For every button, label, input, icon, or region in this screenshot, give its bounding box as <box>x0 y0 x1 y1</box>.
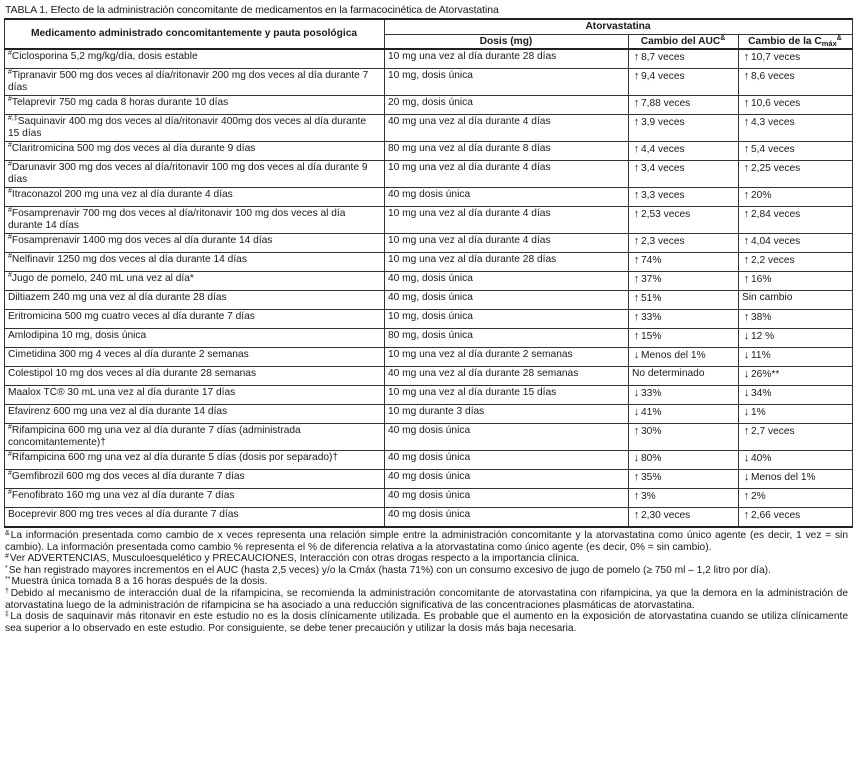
drug-regimen: Nelfinavir 1250 mg dos veces al día durante 14 días <box>11 254 247 265</box>
cmax-value: 4,04 veces <box>751 236 801 247</box>
dose-cell: 40 mg dosis única <box>385 188 629 207</box>
arrow-up-icon: ↑ <box>743 273 750 285</box>
dose-cell: 20 mg, dosis única <box>385 96 629 115</box>
reference-mark: # <box>8 234 12 241</box>
drug-cell <box>5 291 385 310</box>
drug-regimen: Gemfibrozil 600 mg dos veces al día durante 7 días <box>11 471 245 482</box>
drug-cell <box>5 188 385 207</box>
table-row <box>5 291 853 310</box>
table-title: TABLA 1. Efecto de la administración concomitante de medicamentos en la farmacocinética de Atorvastatina <box>5 4 499 16</box>
dose-cell: 40 mg dosis única <box>385 451 629 470</box>
drug-regimen: Ciclosporina 5,2 mg/kg/día, dosis estable <box>11 51 198 62</box>
dose-cell: 10 mg una vez al día durante 2 semanas <box>385 348 629 367</box>
table-row <box>5 207 853 234</box>
drug-cell <box>5 253 385 272</box>
dose-cell: 10 mg una vez al día durante 4 días <box>385 161 629 188</box>
header-atorvastatin-group: Atorvastatina <box>385 19 853 34</box>
arrow-up-icon: ↑ <box>633 70 640 82</box>
header-medication: Medicamento administrado concomitantemente y pauta posológica <box>5 19 385 49</box>
arrow-up-icon: ↑ <box>633 116 640 128</box>
auc-value: 2,3 veces <box>641 236 685 247</box>
footnote-mark: † <box>5 587 10 595</box>
arrow-up-icon: ↑ <box>633 509 640 521</box>
drug-regimen: Amlodipina 10 mg, dosis única <box>8 330 147 341</box>
drug-cell <box>5 69 385 96</box>
drug-cell <box>5 272 385 291</box>
auc-value: 3,9 veces <box>641 117 685 128</box>
cmax-value: 10,7 veces <box>751 52 801 63</box>
arrow-down-icon: ↓ <box>743 471 750 483</box>
dose-cell: 40 mg, dosis única <box>385 291 629 310</box>
auc-cell <box>629 142 739 161</box>
auc-cell <box>629 508 739 528</box>
auc-cell <box>629 253 739 272</box>
arrow-down-icon: ↓ <box>743 406 750 418</box>
table-row <box>5 69 853 96</box>
arrow-down-icon: ↓ <box>743 349 750 361</box>
arrow-up-icon: ↑ <box>743 143 750 155</box>
footnote-mark: ** <box>5 576 11 584</box>
drug-cell <box>5 424 385 451</box>
arrow-down-icon: ↓ <box>633 349 640 361</box>
cmax-cell <box>739 386 853 405</box>
dose-cell: 10 mg una vez al día durante 28 días <box>385 253 629 272</box>
arrow-up-icon: ↑ <box>743 208 750 220</box>
table-row <box>5 188 853 207</box>
drug-cell <box>5 234 385 253</box>
drug-cell <box>5 451 385 470</box>
footnote-text: La dosis de saquinavir más ritonavir en este estudio no es la dosis clínicamente utilizada. Es probable que el aumento en la exposición de atorvastatina cuando se utiliza clínicamente sea superior a lo observado en este estudio. Por consiguiente, se debe tener precaución y utilizar la dosis más baja necesaria. <box>5 611 848 634</box>
cmax-cell <box>739 291 853 310</box>
drug-regimen: Eritromicina 500 mg cuatro veces al día durante 7 días <box>8 311 255 322</box>
table-row <box>5 161 853 188</box>
arrow-up-icon: ↑ <box>743 51 750 63</box>
drug-cell <box>5 329 385 348</box>
arrow-up-icon: ↑ <box>743 509 750 521</box>
arrow-down-icon: ↓ <box>743 452 750 464</box>
cmax-value: 12 % <box>751 331 775 342</box>
arrow-down-icon: ↓ <box>633 387 640 399</box>
arrow-up-icon: ↑ <box>633 208 640 220</box>
arrow-up-icon: ↑ <box>633 254 640 266</box>
header-dose: Dosis (mg) <box>385 34 629 49</box>
auc-value: 15% <box>641 331 662 342</box>
arrow-up-icon: ↑ <box>743 311 750 323</box>
cmax-value: 10,6 veces <box>751 98 801 109</box>
table-row <box>5 424 853 451</box>
table-row <box>5 451 853 470</box>
reference-mark: # <box>8 142 12 149</box>
reference-mark: # <box>8 161 12 168</box>
auc-value: 3% <box>641 491 656 502</box>
footnote-text: Debido al mecanismo de interacción dual de la rifampicina, se recomienda la administración concomitante de atorvastatina con rifampicina, ya que la demora en la administración de atorvastatina luego de la administración de rifampicina se ha asociado a una reducción significativa de las concentraciones plasmáticas de atorvastatina. <box>5 587 848 611</box>
header-auc-mark: & <box>720 34 726 42</box>
drug-regimen: Jugo de pomelo, 240 mL una vez al día* <box>11 273 194 284</box>
cmax-value: 16% <box>751 274 772 285</box>
auc-value: 8,7 veces <box>641 52 685 63</box>
cmax-cell <box>739 161 853 188</box>
auc-cell <box>629 96 739 115</box>
cmax-value: 8,6 veces <box>751 71 795 82</box>
auc-value: 33% <box>641 388 662 399</box>
dose-cell: 40 mg dosis única <box>385 470 629 489</box>
table-row <box>5 386 853 405</box>
auc-cell <box>629 310 739 329</box>
arrow-up-icon: ↑ <box>633 273 640 285</box>
reference-mark: # <box>8 253 12 260</box>
reference-mark: # <box>8 424 12 431</box>
arrow-up-icon: ↑ <box>743 254 750 266</box>
auc-cell <box>629 272 739 291</box>
drug-cell <box>5 489 385 508</box>
cmax-cell <box>739 470 853 489</box>
arrow-up-icon: ↑ <box>633 311 640 323</box>
cmax-value: 34% <box>751 388 772 399</box>
drug-regimen: Fenofibrato 160 mg una vez al día durante 7 días <box>11 490 235 501</box>
arrow-up-icon: ↑ <box>743 97 750 109</box>
cmax-value: 38% <box>751 312 772 323</box>
auc-value: 41% <box>641 407 662 418</box>
cmax-value: 2,84 veces <box>751 209 801 220</box>
drug-regimen: Telaprevir 750 mg cada 8 horas durante 10 días <box>11 97 229 108</box>
drug-regimen: Maalox TC® 30 mL una vez al día durante 17 días <box>8 387 236 398</box>
auc-value: 37% <box>641 274 662 285</box>
drug-regimen: Darunavir 300 mg dos veces al día/ritonavir 100 mg dos veces al día durante 9 días <box>8 162 368 185</box>
reference-mark: # <box>8 69 12 76</box>
reference-mark: # <box>8 96 12 103</box>
cmax-cell <box>739 329 853 348</box>
auc-cell <box>629 451 739 470</box>
cmax-value: 4,3 veces <box>751 117 795 128</box>
drug-cell <box>5 207 385 234</box>
cmax-cell <box>739 367 853 386</box>
header-auc <box>629 34 739 49</box>
arrow-up-icon: ↑ <box>743 425 750 437</box>
footnote-mark: * <box>5 564 8 572</box>
auc-value: Menos del 1% <box>641 350 706 361</box>
cmax-cell <box>739 234 853 253</box>
auc-value: 74% <box>641 255 662 266</box>
arrow-down-icon: ↓ <box>743 330 750 342</box>
cmax-value: 2,2 veces <box>751 255 795 266</box>
arrow-up-icon: ↑ <box>633 330 640 342</box>
arrow-up-icon: ↑ <box>633 97 640 109</box>
table-row <box>5 470 853 489</box>
cmax-value: 40% <box>751 453 772 464</box>
cmax-cell <box>739 49 853 69</box>
dose-cell: 10 mg durante 3 días <box>385 405 629 424</box>
arrow-up-icon: ↑ <box>743 235 750 247</box>
table-row <box>5 115 853 142</box>
arrow-down-icon: ↓ <box>633 406 640 418</box>
footnote-text: Muestra única tomada 8 a 16 horas después de la dosis. <box>11 576 268 588</box>
dose-cell: 40 mg dosis única <box>385 508 629 528</box>
table-row <box>5 508 853 528</box>
arrow-up-icon: ↑ <box>743 70 750 82</box>
drug-regimen: Rifampicina 600 mg una vez al día durante 7 días (administrada concomitantemente)† <box>8 425 301 448</box>
cmax-value: 2,7 veces <box>751 426 795 437</box>
footnote-mark: ‡ <box>5 611 10 619</box>
auc-value: 80% <box>641 453 662 464</box>
cmax-value: Menos del 1% <box>751 472 816 483</box>
drug-regimen: Itraconazol 200 mg una vez al día durante 4 días <box>11 189 233 200</box>
auc-value: 30% <box>641 426 662 437</box>
dose-cell: 80 mg una vez al día durante 8 días <box>385 142 629 161</box>
table-row <box>5 253 853 272</box>
auc-value: 2,53 veces <box>641 209 691 220</box>
dose-cell: 10 mg una vez al día durante 28 días <box>385 49 629 69</box>
drug-regimen: Saquinavir 400 mg dos veces al día/ritonavir 400mg dos veces al día durante 15 días <box>8 116 367 139</box>
interaction-table <box>4 18 853 528</box>
arrow-up-icon: ↑ <box>633 189 640 201</box>
drug-cell <box>5 161 385 188</box>
table-body <box>5 49 853 527</box>
arrow-up-icon: ↑ <box>743 490 750 502</box>
arrow-up-icon: ↑ <box>633 51 640 63</box>
cmax-value: 26%** <box>751 369 780 380</box>
drug-cell <box>5 405 385 424</box>
arrow-down-icon: ↓ <box>743 387 750 399</box>
reference-mark: # <box>8 470 12 477</box>
reference-mark: # <box>8 272 12 279</box>
auc-cell <box>629 291 739 310</box>
auc-cell <box>629 161 739 188</box>
dose-cell: 40 mg dosis única <box>385 424 629 451</box>
cmax-cell <box>739 96 853 115</box>
reference-mark: # <box>8 451 12 458</box>
auc-value: 51% <box>641 293 662 304</box>
auc-cell <box>629 348 739 367</box>
arrow-up-icon: ↑ <box>633 235 640 247</box>
footnote <box>5 576 848 588</box>
arrow-down-icon: ↓ <box>633 452 640 464</box>
dose-cell: 80 mg, dosis única <box>385 329 629 348</box>
drug-cell <box>5 386 385 405</box>
cmax-value: 11% <box>751 350 771 361</box>
drug-cell <box>5 96 385 115</box>
auc-value: 2,30 veces <box>641 510 691 521</box>
drug-regimen: Fosamprenavir 1400 mg dos veces al día durante 14 días <box>11 235 273 246</box>
auc-cell <box>629 69 739 96</box>
reference-mark: #,‡ <box>8 115 18 122</box>
auc-cell <box>629 386 739 405</box>
cmax-value: 5,4 veces <box>751 144 795 155</box>
dose-cell: 10 mg, dosis única <box>385 310 629 329</box>
auc-value: No determinado <box>632 368 705 379</box>
drug-regimen: Colestipol 10 mg dos veces al día durante 28 semanas <box>8 368 257 379</box>
auc-cell <box>629 489 739 508</box>
auc-value: 3,4 veces <box>641 163 685 174</box>
footnote <box>5 565 848 577</box>
reference-mark: # <box>8 207 12 214</box>
arrow-up-icon: ↑ <box>633 490 640 502</box>
cmax-value: 2,66 veces <box>751 510 801 521</box>
dose-cell: 10 mg, dosis única <box>385 69 629 96</box>
cmax-cell <box>739 405 853 424</box>
cmax-cell <box>739 188 853 207</box>
header-cmax-mark: & <box>836 34 842 42</box>
auc-cell <box>629 115 739 142</box>
drug-cell <box>5 115 385 142</box>
drug-cell <box>5 367 385 386</box>
header-cmax-label: Cambio de la C <box>748 35 822 47</box>
cmax-cell <box>739 69 853 96</box>
auc-value: 33% <box>641 312 662 323</box>
auc-value: 9,4 veces <box>641 71 685 82</box>
table-row <box>5 367 853 386</box>
cmax-value: 1% <box>751 407 766 418</box>
footnote <box>5 530 848 553</box>
cmax-cell <box>739 207 853 234</box>
auc-value: 7,88 veces <box>641 98 691 109</box>
arrow-up-icon: ↑ <box>633 292 640 304</box>
auc-cell <box>629 470 739 489</box>
cmax-cell <box>739 272 853 291</box>
table-row <box>5 310 853 329</box>
table-row <box>5 142 853 161</box>
cmax-cell <box>739 142 853 161</box>
drug-regimen: Fosamprenavir 700 mg dos veces al día/ritonavir 100 mg dos veces al día durante 14 días <box>8 208 346 231</box>
header-auc-label: Cambio del AUC <box>640 35 721 47</box>
auc-cell <box>629 188 739 207</box>
drug-cell <box>5 348 385 367</box>
cmax-cell <box>739 451 853 470</box>
auc-value: 35% <box>641 472 662 483</box>
footnote <box>5 611 848 634</box>
arrow-up-icon: ↑ <box>633 143 640 155</box>
reference-mark: # <box>8 50 12 57</box>
dose-cell: 40 mg una vez al día durante 4 días <box>385 115 629 142</box>
footnote-text: Se han registrado mayores incrementos en el AUC (hasta 2,5 veces) y/o la Cmáx (hasta 71%) con un consumo excesivo de jugo de pomelo (≥ 750 ml – 1,2 litro por día). <box>8 564 771 576</box>
table-row <box>5 489 853 508</box>
cmax-value: 20% <box>751 190 772 201</box>
arrow-up-icon: ↑ <box>743 116 750 128</box>
dose-cell: 10 mg una vez al día durante 4 días <box>385 207 629 234</box>
cmax-cell <box>739 508 853 528</box>
table-row <box>5 405 853 424</box>
drug-cell <box>5 310 385 329</box>
table-row <box>5 96 853 115</box>
drug-regimen: Tipranavir 500 mg dos veces al día/ritonavir 200 mg dos veces al día durante 7 días <box>8 70 369 93</box>
cmax-cell <box>739 253 853 272</box>
arrow-up-icon: ↑ <box>633 471 640 483</box>
auc-value: 4,4 veces <box>641 144 685 155</box>
arrow-down-icon: ↓ <box>743 368 750 380</box>
auc-cell <box>629 329 739 348</box>
cmax-value: 2,25 veces <box>751 163 801 174</box>
footnote-mark: # <box>5 553 9 561</box>
table-row <box>5 49 853 69</box>
table-row <box>5 234 853 253</box>
cmax-cell <box>739 489 853 508</box>
drug-cell <box>5 142 385 161</box>
auc-cell <box>629 367 739 386</box>
cmax-cell <box>739 424 853 451</box>
auc-cell <box>629 49 739 69</box>
arrow-up-icon: ↑ <box>633 162 640 174</box>
cmax-value: 2% <box>751 491 766 502</box>
arrow-up-icon: ↑ <box>743 189 750 201</box>
dose-cell: 40 mg, dosis única <box>385 272 629 291</box>
drug-regimen: Diltiazem 240 mg una vez al día durante 28 días <box>8 292 227 303</box>
drug-regimen: Boceprevir 800 mg tres veces al día durante 7 días <box>8 509 239 520</box>
dose-cell: 40 mg una vez al día durante 28 semanas <box>385 367 629 386</box>
table-row <box>5 329 853 348</box>
auc-cell <box>629 234 739 253</box>
cmax-cell <box>739 310 853 329</box>
table-row <box>5 348 853 367</box>
drug-regimen: Efavirenz 600 mg una vez al día durante 14 días <box>8 406 228 417</box>
footnotes <box>4 530 852 634</box>
dose-cell: 10 mg una vez al día durante 15 días <box>385 386 629 405</box>
drug-cell <box>5 470 385 489</box>
auc-cell <box>629 424 739 451</box>
auc-cell <box>629 207 739 234</box>
cmax-cell <box>739 348 853 367</box>
drug-regimen: Claritromicina 500 mg dos veces al día durante 9 días <box>11 143 256 154</box>
auc-cell <box>629 405 739 424</box>
footnote <box>5 588 848 611</box>
document-page <box>4 4 852 634</box>
drug-cell <box>5 508 385 528</box>
footnote <box>5 553 848 565</box>
footnote-mark: & <box>5 530 10 537</box>
footnote-text: Ver ADVERTENCIAS, Musculoesquelético y PRECAUCIONES, Interacción con otras drogas respecto a la importancia clínica. <box>9 553 580 565</box>
footnote-text: La información presentada como cambio de x veces representa una relación simple entre la administración concomitante y la atorvastatina como único agente (es decir, 1 vez = sin cambio). La información presentada como cambio % representa el % de diferencia relativa a la atorvastatina como único agente (es decir, 0% = sin cambio). <box>5 530 848 553</box>
reference-mark: # <box>8 188 12 195</box>
cmax-value: Sin cambio <box>742 292 793 303</box>
reference-mark: # <box>8 489 12 496</box>
drug-regimen: Rifampicina 600 mg una vez al día durante 5 días (dosis por separado)† <box>11 452 339 463</box>
arrow-up-icon: ↑ <box>633 425 640 437</box>
arrow-up-icon: ↑ <box>743 162 750 174</box>
auc-value: 3,3 veces <box>641 190 685 201</box>
cmax-cell <box>739 115 853 142</box>
drug-regimen: Cimetidina 300 mg 4 veces al día durante 2 semanas <box>8 349 249 360</box>
header-cmax <box>739 34 853 49</box>
drug-cell <box>5 49 385 69</box>
header-cmax-sub: máx <box>821 38 837 48</box>
dose-cell: 40 mg dosis única <box>385 489 629 508</box>
table-row <box>5 272 853 291</box>
dose-cell: 10 mg una vez al día durante 4 días <box>385 234 629 253</box>
